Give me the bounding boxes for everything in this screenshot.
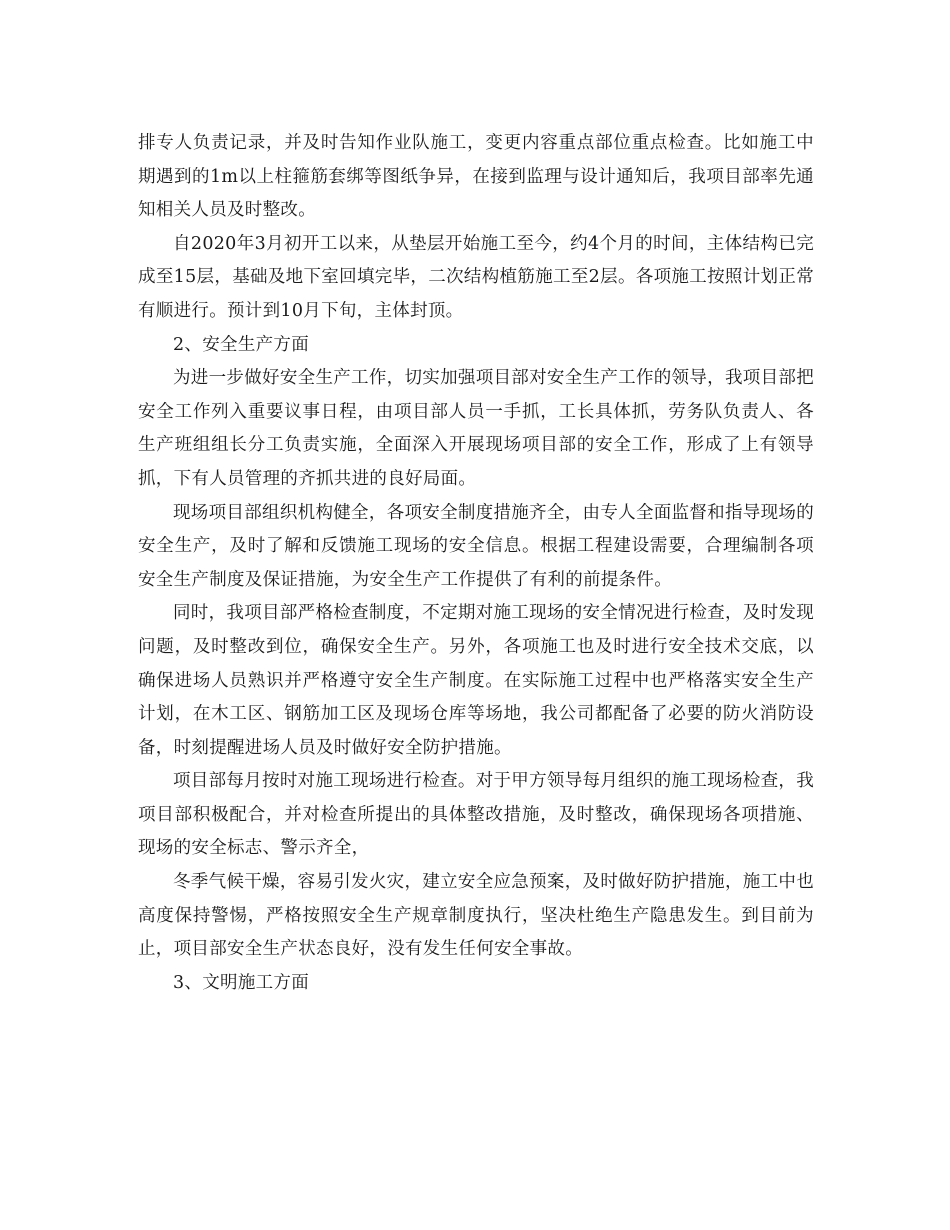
paragraph-winter-fire-safety: 冬季气候干燥，容易引发火灾，建立安全应急预案，及时做好防护措施，施工中也高度保持警惕，严格按照安全生产规章制度执行，坚决杜绝生产隐患发生。到目前为止，项目部安全生产状态良好，没有发生任何安全事故。 <box>138 872 814 960</box>
paragraph-safety-leadership: 为进一步做好安全生产工作，切实加强项目部对安全生产工作的领导，我项目部把安全工作列入重要议事日程，由项目部人员一手抓，工长具体抓，劳务队负责人、各生产班组组长分工负责实施，全面深入开展现场项目部的安全工作，形成了上有领导抓，下有人员管理的齐抓共进的良好局面。 <box>138 368 814 489</box>
paragraph-change-records: 排专人负责记录，并及时告知作业队施工，变更内容重点部位重点检查。比如施工中期遇到的1m以上柱箍筋套绑等图纸争异，在接到监理与设计通知后，我项目部率先通知相关人员及时整改。 <box>138 133 814 221</box>
paragraph-monthly-inspection: 项目部每月按时对施工现场进行检查。对于甲方领导每月组织的施工现场检查，我项目部积极配合，并对检查所提出的具体整改措施，及时整改，确保现场各项措施、现场的安全标志、警示齐全， <box>138 771 814 859</box>
paragraph-safety-organization: 现场项目部组织机构健全，各项安全制度措施齐全，由专人全面监督和指导现场的安全生产，及时了解和反馈施工现场的安全信息。根据工程建设需要，合理编制各项安全生产制度及保证措施，为安全生产工作提供了有利的前提条件。 <box>138 502 814 590</box>
paragraph-construction-progress: 自2020年3月初开工以来，从垫层开始施工至今，约4个月的时间，主体结构已完成至15层，基础及地下室回填完毕，二次结构植筋施工至2层。各项施工按照计划正常有顺进行。预计到10月下旬，主体封顶。 <box>138 233 814 321</box>
paragraph-safety-inspection: 同时，我项目部严格检查制度，不定期对施工现场的安全情况进行检查，及时发现问题，及时整改到位，确保安全生产。另外，各项施工也及时进行安全技术交底，以确保进场人员熟识并严格遵守安全生产制度。在实际施工过程中也严格落实安全生产计划，在木工区、钢筋加工区及现场仓库等场地，我公司都配备了必要的防火消防设备，时刻提醒进场人员及时做好安全防护措施。 <box>138 603 814 758</box>
section-heading-safety: 2、安全生产方面 <box>173 334 310 355</box>
document-page <box>138 127 814 1000</box>
section-heading-civilized-construction: 3、文明施工方面 <box>173 972 310 993</box>
